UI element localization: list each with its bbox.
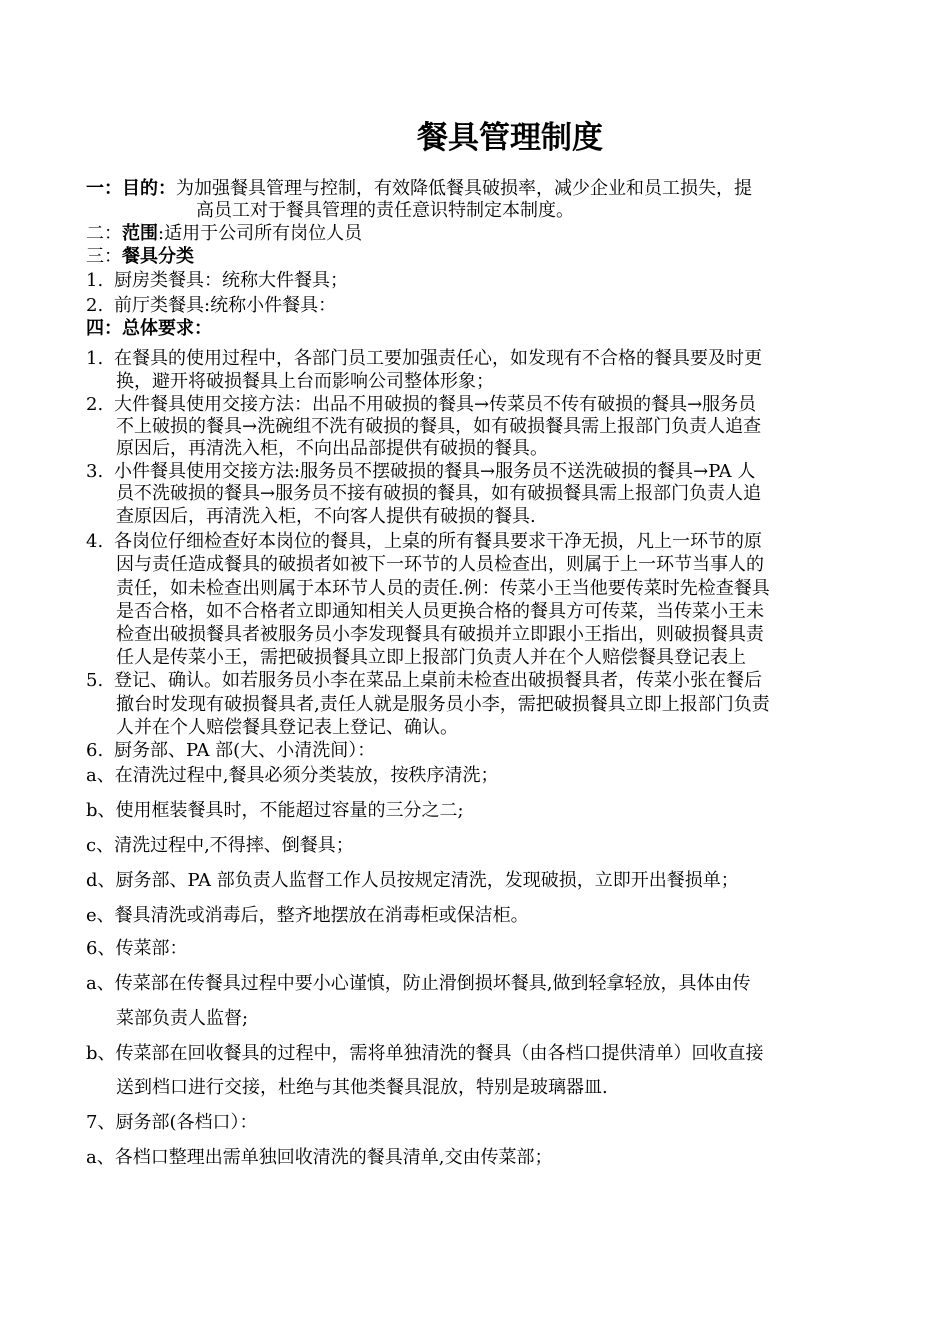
requirement-item-1 <box>86 348 762 370</box>
list-text-continued: 原因后，再清洗入柜，不向出品部提供有破损的餐具。 <box>116 438 548 459</box>
requirement-item-6 <box>86 740 375 762</box>
pa-item-c: c、清洗过程中,不得摔、倒餐具； <box>86 835 354 856</box>
section-requirements-heading: 四：总体要求： <box>86 318 212 339</box>
serving-dept-heading: 6、传菜部： <box>86 938 188 959</box>
pa-item-a: a、在清洗过程中,餐具必须分类装放，按秩序清洗； <box>86 765 499 786</box>
list-text-continued: 换，避开将破损餐具上台而影响公司整体形象； <box>116 371 494 392</box>
requirement-item-3 <box>86 461 755 483</box>
requirement-item-4 <box>86 531 762 553</box>
section-scope-prefix: 二： <box>86 223 122 244</box>
list-number: 4. <box>86 531 104 552</box>
list-text: 小件餐具使用交接方法:服务员不摆破损的餐具→服务员不送洗破损的餐具→PA 人 <box>114 461 756 482</box>
list-text: 前厅类餐具:统称小件餐具： <box>114 295 337 316</box>
list-text: 厨务部、PA 部(大、小清洗间）： <box>114 740 376 761</box>
list-text-continued: 因与责任造成餐具的破损者如被下一环节的人员检查出，则属于上一环节当事人的 <box>116 554 764 575</box>
list-number: 1. <box>86 348 104 369</box>
list-number: 6. <box>86 740 104 761</box>
serving-item-b-continued: 送到档口进行交接，杜绝与其他类餐具混放，特别是玻璃器皿. <box>116 1077 608 1098</box>
list-text: 厨房类餐具：统称大件餐具； <box>114 270 348 291</box>
kitchen-item-a: a、各档口整理出需单独回收清洗的餐具清单,交由传菜部； <box>86 1147 553 1168</box>
section-purpose-label: 一：目的： <box>86 178 176 199</box>
classification-item-2 <box>86 295 336 317</box>
kitchen-dept-heading: 7、厨务部(各档口）： <box>86 1112 258 1133</box>
section-purpose-text-2: 高员工对于餐具管理的责任意识特制定本制度。 <box>196 200 574 221</box>
section-scope <box>86 223 362 245</box>
section-scope-label: 范围 <box>122 223 158 244</box>
list-text-continued: 不上破损的餐具→洗碗组不洗有破损的餐具，如有破损餐具需上报部门负责人追查 <box>116 416 762 437</box>
list-text-continued: 检查出破损餐具者被服务员小李发现餐具有破损并立即跟小王指出，则破损餐具责 <box>116 624 764 645</box>
list-text-continued: 任人是传菜小王，需把破损餐具立即上报部门负责人并在个人赔偿餐具登记表上 <box>116 647 746 668</box>
list-text: 大件餐具使用交接方法：出品不用破损的餐具→传菜员不传有破损的餐具→服务员 <box>114 394 757 415</box>
pa-item-e: e、餐具清洗或消毒后，整齐地摆放在消毒柜或保洁柜。 <box>86 905 529 926</box>
requirement-item-5 <box>86 670 762 692</box>
section-classification-label: 餐具分类 <box>122 246 194 267</box>
list-number: 2. <box>86 394 104 415</box>
serving-item-a-continued: 菜部负责人监督; <box>116 1008 249 1029</box>
list-number: 1. <box>86 270 104 291</box>
list-number: 5. <box>86 670 104 691</box>
serving-item-b: b、传菜部在回收餐具的过程中，需将单独清洗的餐具（由各档口提供清单）回收直接 <box>86 1043 764 1064</box>
list-number: 2. <box>86 295 104 316</box>
list-text-continued: 责任，如未检查出则属于本环节人员的责任.例：传菜小王当他要传菜时先检查餐具 <box>116 578 770 599</box>
classification-item-1 <box>86 270 348 292</box>
section-classification-prefix: 三： <box>86 246 122 267</box>
section-classification <box>86 246 194 268</box>
pa-item-d: d、厨务部、PA 部负责人监督工作人员按规定清洗，发现破损，立即开出餐损单； <box>86 870 739 891</box>
list-text: 在餐具的使用过程中，各部门员工要加强责任心，如发现有不合格的餐具要及时更 <box>114 348 762 369</box>
section-purpose <box>86 178 752 200</box>
pa-item-b: b、使用框装餐具时，不能超过容量的三分之二; <box>86 800 464 821</box>
list-text-continued: 是否合格，如不合格者立即通知相关人员更换合格的餐具方可传菜，当传菜小王未 <box>116 601 764 622</box>
document-title: 餐具管理制度 <box>417 120 603 156</box>
list-text-continued: 人并在个人赔偿餐具登记表上登记、确认。 <box>116 717 458 738</box>
section-purpose-text-1: 为加强餐具管理与控制，有效降低餐具破损率，减少企业和员工损失，提 <box>176 178 752 199</box>
list-text-continued: 员不洗破损的餐具→服务员不接有破损的餐具，如有破损餐具需上报部门负责人追 <box>116 483 762 504</box>
list-text: 各岗位仔细检查好本岗位的餐具，上桌的所有餐具要求干净无损，凡上一环节的原 <box>114 531 762 552</box>
list-text-continued: 查原因后，再清洗入柜，不向客人提供有破损的餐具. <box>116 506 536 527</box>
requirement-item-2 <box>86 394 756 416</box>
list-text-continued: 撤台时发现有破损餐具者,责任人就是服务员小李，需把破损餐具立即上报部门负责 <box>116 694 770 715</box>
list-text: 登记、确认。如若服务员小李在菜品上桌前未检查出破损餐具者，传菜小张在餐后 <box>114 670 762 691</box>
section-scope-text: :适用于公司所有岗位人员 <box>158 223 363 244</box>
list-number: 3. <box>86 461 104 482</box>
serving-item-a: a、传菜部在传餐具过程中要小心谨慎，防止滑倒损坏餐具,做到轻拿轻放，具体由传 <box>86 973 751 994</box>
